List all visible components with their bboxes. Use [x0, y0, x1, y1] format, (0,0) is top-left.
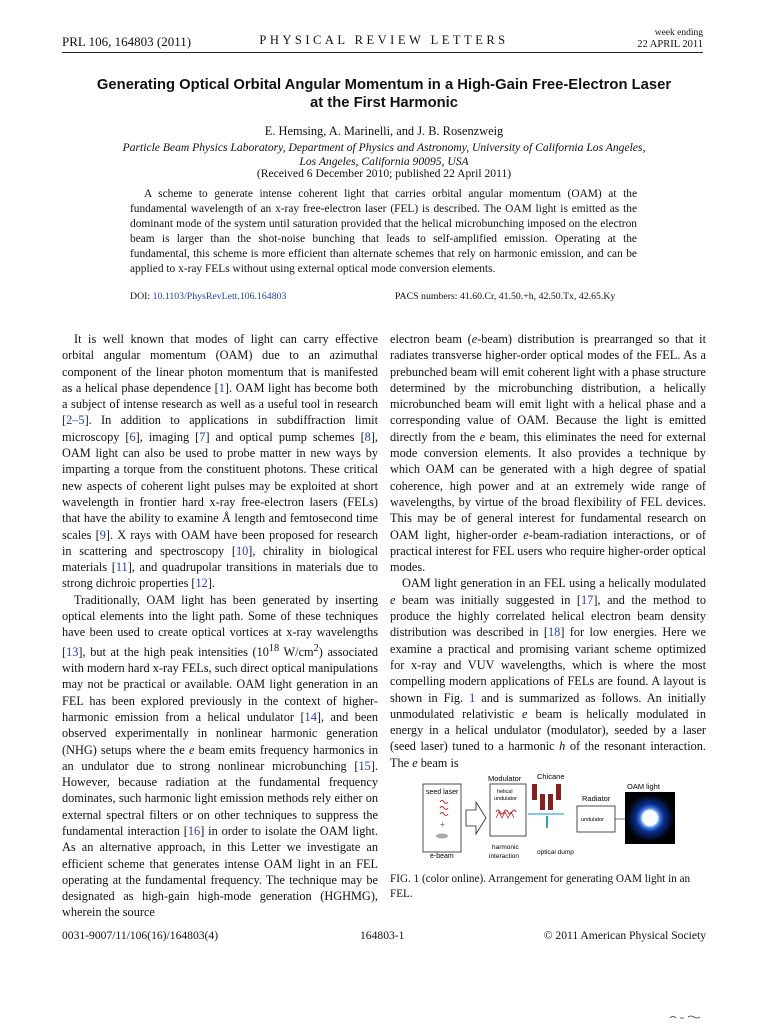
week-label: week ending	[654, 28, 703, 38]
title-line-2: at the First Harmonic	[310, 95, 458, 111]
ebeam-icon	[436, 834, 448, 839]
doi	[130, 291, 286, 302]
layout-diagram	[420, 770, 706, 865]
figure-caption: FIG. 1 (color online). Arrangement for generating OAM light in an FEL.	[390, 873, 691, 900]
page-number: 164803-1	[360, 929, 405, 942]
chicane-magnet	[540, 794, 545, 810]
label-interaction: interaction	[489, 853, 519, 860]
optical-dump	[546, 816, 548, 828]
oam-ring-icon	[626, 794, 674, 842]
label-oam-light: OAM light	[627, 782, 660, 791]
body-column-left	[62, 331, 378, 921]
affiliation-line-1: Particle Beam Physics Laboratory, Department of Physics and Astronomy, University of California Los Angeles,	[122, 141, 646, 154]
received-dates: (Received 6 December 2010; published 22 April 2011)	[256, 167, 512, 180]
label-seed-laser: seed laser	[426, 789, 459, 796]
paragraph: electron beam (e-beam) distribution is prearranged so that it radiates transverse higher-order optical modes of the FEL. As a prebunched beam will emit coherent light with a phase structure determined by the microbunching distribution, a helically microbunched beam will emit light with a helical phase and a corresponding value of OAM. Because the light is emitted directly from the e beam, this eliminates the need for external mode conversion elements. It also provides a technique by which OAM can be generated with a high degree of spatial coherence, high power and at an extremely wide range of wavelengths, by virtue of the broad flexibility of FEL devices. This may be of general interest for fundamental research on OAM light, higher-order e-beam-radiation interactions, or of practical interest for FEL users who require higher-order optical modes.	[390, 332, 706, 575]
label-chicane: Chicane	[537, 772, 565, 781]
label-ebeam: e-beam	[430, 853, 454, 860]
copyright: © 2011 American Physical Society	[543, 929, 706, 942]
label-plus: +	[440, 820, 445, 829]
figure-1	[420, 770, 706, 865]
label-modulator: Modulator	[488, 774, 522, 783]
arrow-right-icon	[466, 802, 486, 834]
label-radiator: Radiator	[582, 794, 611, 803]
chicane-magnet	[532, 784, 537, 800]
label-undulator: undulator	[494, 796, 517, 802]
footer-code: 0031-9007/11/106(16)/164803(4)	[62, 929, 219, 942]
abstract: A scheme to generate intense coherent light that carries orbital angular momentum (OAM) at the fundamental wavelength of an x-ray free-electron laser (FEL) is described. The OAM light is emitted as the dominant mode of the system until saturation provided that the helical microbunching imposed on the electron beam is larger than the shot-noise bunching that leads to self-amplified emission. Operating at the fundamental, this scheme is more efficient than alternate schemes that rely on harmonic emission, and can be applied to x-ray FELs without using external optical mode conversion elements.	[130, 188, 637, 275]
label-optical-dump: optical dump	[537, 849, 574, 856]
affiliation-line-2: Los Angeles, California 90095, USA	[299, 154, 469, 168]
paper-title	[80, 76, 688, 112]
chicane-magnet	[548, 794, 553, 810]
label-radiator-undulator: undulator	[581, 817, 604, 823]
label-helical: helical	[497, 789, 513, 795]
issue-date	[637, 27, 703, 51]
week-date: 22 APRIL 2011	[637, 39, 703, 50]
paragraph: It is well known that modes of light can carry effective orbital angular momentum (OAM) due to an azimuthal component of the linear photon momentum that is manifested as a helical phase dependence [1]. OAM light has become both a subject of intense research as well as a useful tool in research [2–5]. In addition to applications in subdiffraction limit microscopy [6], imaging [7] and optical pump schemes [8], OAM light can also be used to probe matter in new ways by imparting a torque from the constituent photons. These critical new aspects of coherent light pulses may be exploited at short wavelength in frontier hard x-ray free-electron lasers (FELs) that have the ability to examine Å length and femtosecond time scales [9]. X rays with OAM have been proposed for research in scattering and spectroscopy [10], chirality in biological materials [11], and quadrupolar transitions in materials due to strong dichroic properties [12].	[62, 332, 379, 591]
page-corner-mark	[668, 1014, 708, 1020]
body-column-right	[390, 331, 706, 771]
doi-label: DOI:	[130, 291, 151, 302]
doi-link[interactable]: 10.1103/PhysRevLett.106.164803	[152, 291, 287, 302]
citation: PRL 106, 164803 (2011)	[62, 34, 192, 49]
journal-name: PHYSICAL REVIEW LETTERS	[259, 33, 509, 47]
affiliation	[90, 141, 678, 168]
authors: E. Hemsing, A. Marinelli, and J. B. Rosenzweig	[264, 124, 504, 138]
label-harmonic: harmonic	[492, 844, 519, 851]
header-rule	[62, 52, 703, 53]
pacs-numbers: PACS numbers: 41.60.Cr, 41.50.+h, 42.50.Tx, 42.65.Ky	[395, 291, 616, 302]
title-line-1: Generating Optical Orbital Angular Momentum in a High-Gain Free-Electron Laser	[96, 77, 672, 93]
paragraph: Traditionally, OAM light has been generated by inserting optical elements into the light path. Some of these techniques have been used to create optical vortices at x-ray wavelengths [13], but at the high peak intensities ($10^{18}$ $W/cm^2$) associated with modern hard x-ray FELs, such direct optical manipulations may not be practical or available. OAM light generation in an FEL has been explored previously in the context of higher-harmonic emission from a helical undulator [14], and been observed experimentally in nonlinear harmonic generation (NHG) setups where the e beam emits frequency harmonics in an undulator due to strong nonlinear microbunching [15]. However, because radiation at the fundamental frequency dominates, such harmonic light emission methods rely either on external spectral filters or on other techniques to suppress the fundamental interaction [16] in order to isolate the OAM light. As an alternative approach, in this Letter we investigate an efficient scheme that generates intense OAM light in an FEL operating at the fundamental frequency. The technique may be designated as high-gain high-mode generation (HGHMG), wherein the source	[62, 592, 378, 920]
paragraph: OAM light generation in an FEL using a helically modulated e beam was initially suggested in [17], and the method to produce the highly correlated helical electron beam density distribution was described in [18] for low energies. Here we examine a practical and promising variant scheme optimized for x-ray and VUV wavelengths, which is where the most compelling modern applications of FELs are found. A layout is shown in Fig. 1 and is summarized as follows. An initially unmodulated relativistic e beam is helically modulated in energy in a helical undulator (modulator), seeded by a laser (seed laser) tuned to a harmonic h of the resonant interaction. The e beam is	[390, 576, 706, 770]
chicane-magnet	[556, 784, 561, 800]
